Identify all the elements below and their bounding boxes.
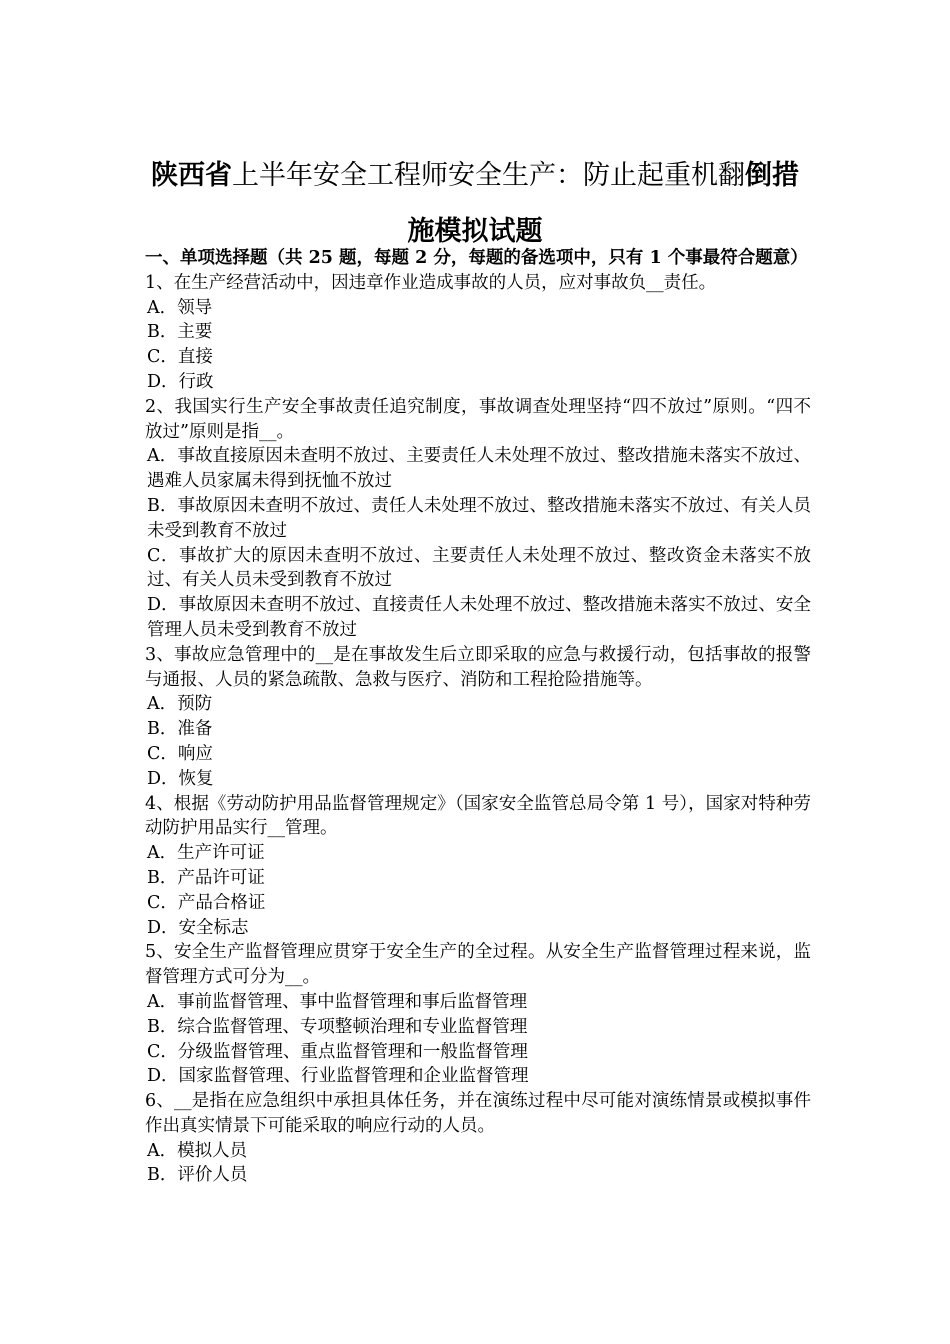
question-5-option-d: D．国家监督管理、行业监督管理和企业监督管理 bbox=[147, 1066, 529, 1087]
question-6-stem: 6、__是指在应急组织中承担具体任务，并在演练过程中尽可能对演练情景或模拟事件作出真实情景下可能采取的响应行动的人员。 bbox=[145, 1091, 811, 1136]
question-1-stem: 1、在生产经营活动中，因违章作业造成事故的人员，应对事故负__责任。 bbox=[145, 272, 717, 293]
question-6-option-b: B．评价人员 bbox=[147, 1165, 248, 1186]
question-5-stem: 5、安全生产监督管理应贯穿于安全生产的全过程。从安全生产监督管理过程来说，监督管理方式可分为__。 bbox=[145, 942, 811, 988]
question-4-option-b: B．产品许可证 bbox=[147, 867, 265, 888]
section-heading: 一、单项选择题（共 25 题，每题 2 分，每题的备选项中，只有 1 个事最符合题意） bbox=[145, 248, 808, 268]
title-bold-end: 倒措施模拟试题 bbox=[407, 160, 799, 247]
question-6-option-a: A．模拟人员 bbox=[147, 1140, 248, 1161]
question-4-stem: 4、根据《劳动防护用品监督管理规定》（国家安全监管总局令第 1 号），国家对特种劳动防护用品实行__管理。 bbox=[145, 793, 811, 839]
document-body bbox=[145, 246, 811, 1188]
question-1-option-c: C．直接 bbox=[147, 347, 213, 368]
title-middle: 上半年安全工程师安全生产：防止起重机翻 bbox=[232, 160, 745, 191]
question-5-option-c: C．分级监督管理、重点监督管理和一般监督管理 bbox=[147, 1041, 528, 1062]
question-1-option-a: A．领导 bbox=[147, 297, 213, 318]
question-1-option-b: B．主要 bbox=[147, 322, 213, 343]
question-3-option-a: A．预防 bbox=[147, 694, 213, 715]
question-2-option-d: D．事故原因未查明不放过、直接责任人未处理不放过、整改措施未落实不放过、安全管理人员未受到教育不放过 bbox=[147, 595, 811, 640]
document-title bbox=[142, 148, 808, 260]
question-3-option-d: D．恢复 bbox=[147, 768, 214, 789]
question-2-option-c: C．事故扩大的原因未查明不放过、主要责任人未处理不放过、整改资金未落实不放过、有关人员未受到教育不放过 bbox=[147, 545, 811, 591]
question-4-option-d: D．安全标志 bbox=[147, 917, 249, 938]
question-1-option-d: D．行政 bbox=[147, 371, 214, 392]
question-3-stem: 3、事故应急管理中的__是在事故发生后立即采取的应急与救援行动，包括事故的报警与通报、人员的紧急疏散、急救与医疗、消防和工程抢险措施等。 bbox=[145, 644, 811, 690]
question-3-option-c: C．响应 bbox=[147, 743, 213, 764]
question-5-option-a: A．事前监督管理、事中监督管理和事后监督管理 bbox=[147, 991, 528, 1012]
question-5-option-b: B．综合监督管理、专项整顿治理和专业监督管理 bbox=[147, 1016, 528, 1037]
question-2-option-b: B．事故原因未查明不放过、责任人未处理不放过、整改措施未落实不放过、有关人员未受到教育不放过 bbox=[147, 495, 811, 541]
question-4-option-a: A．生产许可证 bbox=[147, 843, 265, 864]
title-bold-start: 陕西省 bbox=[151, 160, 232, 191]
question-2-option-a: A．事故直接原因未查明不放过、主要责任人未处理不放过、整改措施未落实不放过、遇难人员家属未得到抚恤不放过 bbox=[147, 446, 811, 492]
question-4-option-c: C．产品合格证 bbox=[147, 892, 266, 913]
question-3-option-b: B．准备 bbox=[147, 719, 213, 740]
question-2-stem: 2、我国实行生产安全事故责任追究制度，事故调查处理坚持“四不放过”原则。“四不放过”原则是指__。 bbox=[145, 396, 811, 442]
